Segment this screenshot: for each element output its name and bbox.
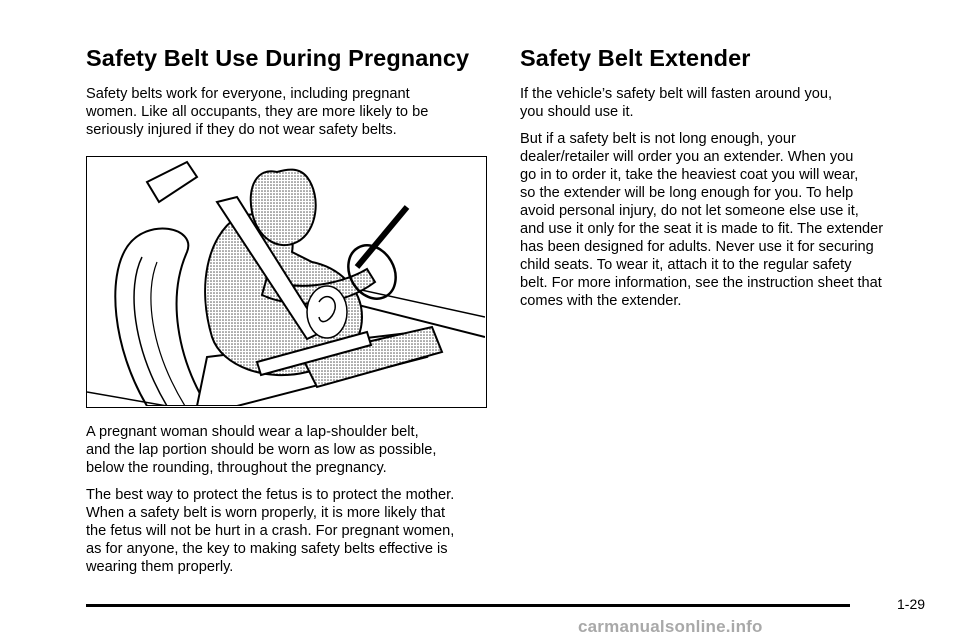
extender-heading: Safety Belt Extender	[520, 45, 751, 71]
pregnant-occupant-illustration	[86, 156, 487, 408]
lap-belt-paragraph: A pregnant woman should wear a lap-shoulder belt, and the lap portion should be worn as low as possible, below the rounding, throughout the pregnancy.	[86, 424, 437, 476]
pregnancy-intro-paragraph: Safety belts work for everyone, including pregnant women. Like all occupants, they are more likely to be seriously injured if they do not wear safety belts.	[86, 86, 429, 138]
left-column	[86, 44, 490, 585]
extender-details-paragraph: But if a safety belt is not long enough, your dealer/retailer will order you an extender. When you go in to order it, take the heaviest coat you will wear, so the extender will be long enough for you. To help avoid personal injury, do not let someone else use it, and use it only for the seat it is made to fit. The extender has been designed for adults. Never use it for securing child seats. To wear it, attach it to the regular safety belt. For more information, see the instruction sheet that comes with the extender.	[520, 131, 884, 309]
right-column	[520, 44, 930, 319]
pregnancy-heading: Safety Belt Use During Pregnancy	[86, 45, 470, 71]
footer-rule	[86, 604, 850, 607]
extender-intro-paragraph: If the vehicle’s safety belt will fasten around you, you should use it.	[520, 86, 833, 120]
page-number: 1-29	[897, 596, 926, 612]
watermark: carmanualsonline.info	[578, 617, 763, 636]
protect-fetus-paragraph: The best way to protect the fetus is to protect the mother. When a safety belt is worn properly, it is more likely that the fetus will not be hurt in a crash. For pregnant women, as for anyone, the key to making safety belts effective is wearing them properly.	[86, 487, 455, 575]
